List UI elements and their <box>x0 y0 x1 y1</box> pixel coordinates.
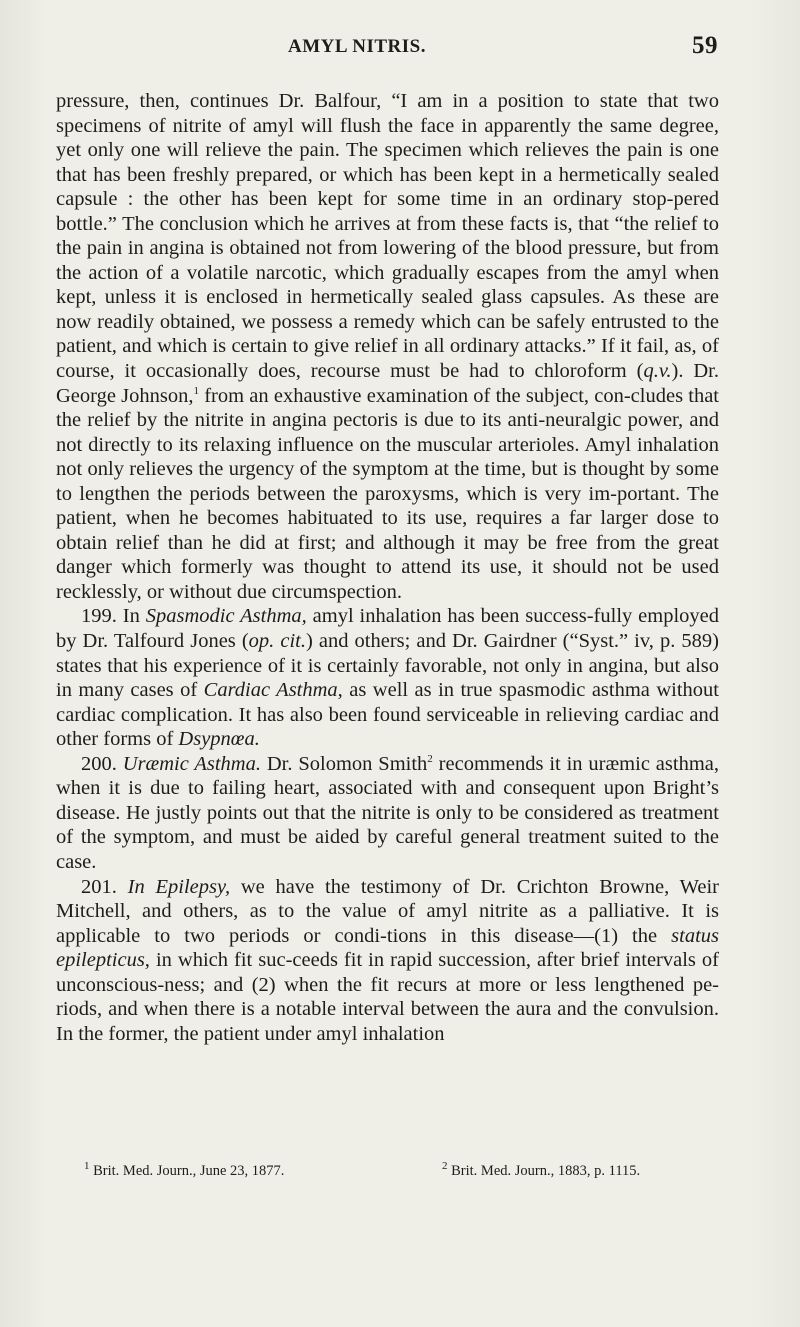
paragraph-201: 201. In Epilepsy, we have the testimony of Dr. Crichton Browne, Weir Mitchell, and others, as to the value of amyl nitrite as a palliative. It is applicable to two periods or condi-tions in this disease—(1) the status epilepticus, in which fit suc-ceeds fit in rapid succession, after brief intervals of unconscious-ness; and (2) when the fit recurs at more or less lengthened pe-riods, and when there is a notable interval between the aura and the convulsion. In the former, the patient under amyl inhalation <box>56 875 719 1045</box>
page-number: 59 <box>692 32 718 59</box>
running-title: AMYL NITRIS. <box>288 36 426 57</box>
paragraph-199: 199. In Spasmodic Asthma, amyl inhalation has been success-fully employed by Dr. Talfourd Jones (op. cit.) and others; and Dr. Gairdner (“Syst.” iv, p. 589) states that his experience of it is certainly favorable, not only in angina, but also in many cases of Cardiac Asthma, as well as in true spasmodic asthma without cardiac complication. It has also been found serviceable in relieving cardiac and other forms of Dsypnœa. <box>56 605 720 751</box>
section-heading: Spasmodic Asthma, <box>145 605 307 628</box>
paragraph-number: 199. In <box>81 605 146 628</box>
paragraph-number: 201. <box>81 875 128 898</box>
footnote-ref-2: 2 <box>427 752 433 765</box>
footnote-text: Brit. Med. Journ., 1883, p. 1115. <box>447 1163 641 1179</box>
paragraph-number: 200. <box>81 752 123 775</box>
dyspnoea-term: Dsypnœa. <box>178 728 260 751</box>
footnote-ref-1: 1 <box>193 384 200 397</box>
footnote-2 <box>442 1162 640 1180</box>
section-heading: In Epilepsy, <box>127 875 231 898</box>
footnote-text: Brit. Med. Journ., June 23, 1877. <box>89 1163 285 1179</box>
op-cit-reference: op. cit. <box>248 630 306 653</box>
qv-reference: q.v. <box>643 360 672 383</box>
footnote-mark: 2 <box>442 1160 448 1173</box>
body-text <box>56 89 719 1046</box>
paragraph-continuation: pressure, then, continues Dr. Balfour, “I am in a position to state that two specimens of nitrite of amyl will flush the face in apparently the same degree, yet only one will relieve the pain. The specimen which relieves the pain is one that has been freshly prepared, or which has been kept in a hermetically sealed capsule : the other has been kept for some time in an ordinary stop-pered bottle.” The conclusion which he arrives at from these facts is, that “the relief to the pain in angina is obtained not from lowering of the blood pressure, but from the action of a volatile narcotic, which gradually escapes from the amyl when kept, unless it is enclosed in hermetically sealed glass capsules. As these are now readily obtained, we possess a remedy which can be safely entrusted to the patient, and which is certain to give relief in all ordinary attacks.” If it fail, as, of course, it occasionally does, recourse must be had to chloroform (q.v.). Dr. George Johnson,$^1$ from an exhaustive examination of the subject, con-cludes that the relief by the nitrite in angina pectoris is due to its anti-neuralgic power, and not directly to its relaxing influence on the muscular arterioles. Amyl inhalation not only relieves the urgency of the symptom at the time, but is thought by some to lengthen the periods between the paroxysms, which is very im-portant. The patient, when he becomes habituated to its use, requires a far larger dose to obtain relief than he did at first; and although it may be free from the great danger which formerly was thought to attend its use, it should not be used recklessly, or without due circumspection. <box>56 90 719 603</box>
footnote-1 <box>84 1162 284 1180</box>
paragraph-200: 200. Uræmic Asthma. Dr. Solomon Smith$^2$ recommends it in uræmic asthma, when it is due to failing heart, associated with and consequent upon Bright’s disease. He justly points out that the nitrite is only to be considered as treatment of the symptom, and must be aided by careful general treatment suited to the case. <box>56 752 720 873</box>
cardiac-asthma-term: Cardiac Asthma, <box>203 679 343 702</box>
running-header <box>288 32 718 66</box>
footnote-mark: 1 <box>84 1160 90 1173</box>
section-heading: Uræmic Asthma. <box>122 752 261 775</box>
status-epilepticus-term: status epilepticus, <box>56 924 719 972</box>
